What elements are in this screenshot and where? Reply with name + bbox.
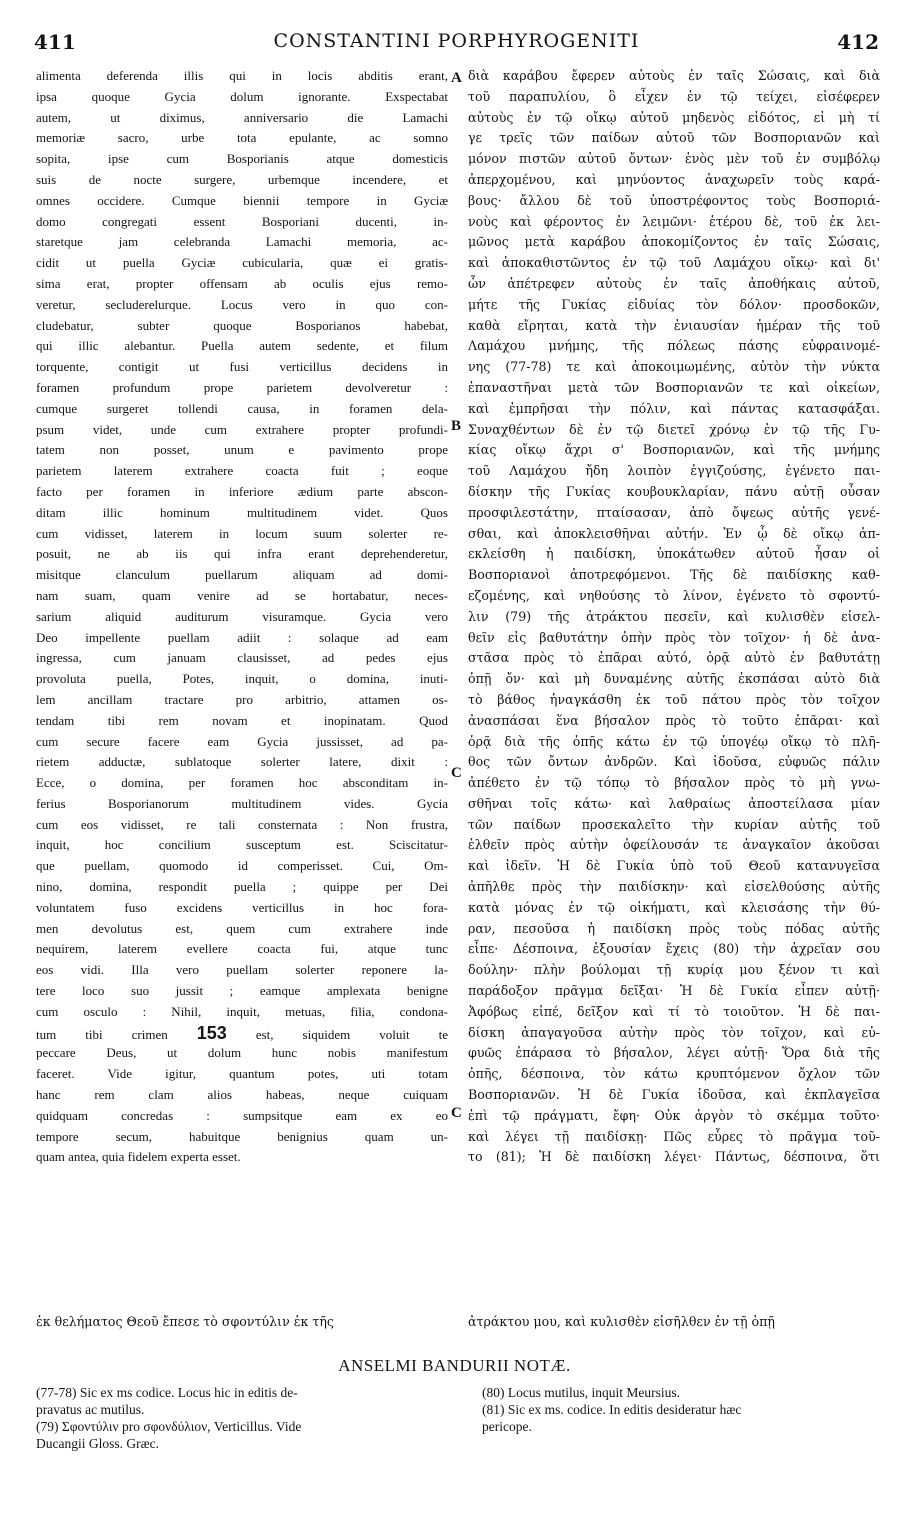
greek-line: προσφιλεστάτην, πταίσασαν, ἀπὸ ὄψεως αὐτῆς γενέ- bbox=[468, 504, 880, 520]
latin-line: cum eos vidisset, re tali consternata : Non frustra, bbox=[36, 816, 448, 832]
note-line: pravatus ac mutilus. bbox=[36, 1402, 145, 1417]
latin-line: cum secure facere eam Gycia jussisset, ad pa- bbox=[36, 733, 448, 749]
latin-line: psum videt, unde cum extrahere propter profundi- bbox=[36, 421, 448, 437]
notes-right-column bbox=[482, 1384, 882, 1435]
latin-line: omnes occidere. Cumque biennii tempore in Gyciæ bbox=[36, 192, 448, 208]
latin-line bbox=[36, 1023, 448, 1044]
greek-line: ὁρᾷ διὰ τῆς ὀπῆς κάτω ἐν τῷ ὑπογέῳ οἴκῳ τὸ πλῆ- bbox=[468, 733, 880, 749]
greek-line: στᾶσα πρὸς τὸ ἐπᾶραι αὐτό, ὁρᾷ αὐτὸ ἐν βαθυτάτῃ bbox=[468, 650, 880, 666]
greek-line: σθῆναι τοῖς κάτω· καὶ λαθραίως ἀποστείλασα μίαν bbox=[468, 795, 880, 811]
latin-line: lem ancillam tractare pro arbitrio, attamen os- bbox=[36, 691, 448, 707]
greek-line: Βοσποριανοὶ ἀποτρεφόμενοι. Τῆς δὲ παιδίσκης καθ- bbox=[468, 567, 880, 583]
page-marker-number: 153 bbox=[196, 1022, 227, 1043]
latin-line: tatem non posset, unum e pavimento prope bbox=[36, 442, 448, 458]
latin-line: nequirem, laterem evellere coacta fui, atque tunc bbox=[36, 941, 448, 957]
latin-line: eos vidi. Illa vero puellam solerter reponere la- bbox=[36, 962, 448, 978]
latin-line: tempore secum, habuitque benignius quam un- bbox=[36, 1128, 448, 1144]
greek-line: νοὺς καὶ φέροντος ἐν λειμῶνι· ἑτέρου δὲ, τοῦ ἐκ λει- bbox=[468, 213, 880, 229]
margin-letter-a: A bbox=[451, 70, 462, 86]
greek-line: ὀπῇ ὄν· καὶ μὴ δυναμένης αὐτῆς ἐκσπάσαι αὐτὸ διὰ bbox=[468, 671, 880, 687]
greek-line: Συναχθέντων δὲ ἐν τῷ διετεῖ χρόνῳ ἐν τῷ τῆς Γυ- bbox=[468, 421, 880, 437]
greek-line: παράδοξον πρᾶγμα δεῖξαι· Ἡ δὲ Γυκία εἶπεν αὐτῇ· bbox=[468, 983, 880, 999]
continuation-left: ἐκ θελήματος Θεοῦ ἔπεσε τὸ σφοντύλιν ἐκ τῆς bbox=[36, 1314, 334, 1329]
greek-column bbox=[468, 66, 880, 1168]
latin-line: faceret. Vide igitur, quantum potes, uti totam bbox=[36, 1066, 448, 1082]
greek-line: νης (77-78) τε καὶ ἀποκοιμωμένης, αὐτὸν τὴν νύκτα bbox=[468, 359, 880, 375]
latin-line-text: est, siquidem voluit te bbox=[226, 1026, 448, 1042]
running-title: CONSTANTINI PORPHYROGENITI bbox=[273, 30, 640, 52]
greek-line: λιν (79) τῆς ἀτράκτου πεσεῖν, καὶ κυλισθὲν εἰσελ- bbox=[468, 608, 880, 624]
note-line: pericope. bbox=[482, 1419, 532, 1434]
latin-line: que puellam, quomodo id comperisset. Cui, Om- bbox=[36, 858, 448, 874]
margin-letter-b: B bbox=[451, 418, 462, 434]
greek-line: εἶπε· Δέσποινα, ἐξουσίαν ἔχεις (80) τὴν ἀχρεῖαν σου bbox=[468, 941, 880, 957]
page-header bbox=[34, 30, 879, 64]
latin-line: hanc rem clam alios habeas, neque cuiquam bbox=[36, 1087, 448, 1103]
greek-line: ἐπαναστῆναι μετὰ τῶν Βοσποριανῶν τε καὶ οἰκείων, bbox=[468, 379, 880, 395]
latin-line: ditam illic hominum multitudinem videt. Quos bbox=[36, 504, 448, 520]
latin-line: cum vidisset, laterem in locum suum solerter re- bbox=[36, 525, 448, 541]
latin-line: nino, domina, respondit puella ; quippe per Dei bbox=[36, 879, 448, 895]
greek-line: θεῖν εἰς βαθυτάτην ὀπὴν πρὸς τὸν τοῖχον· ἡ δὲ ἀνα- bbox=[468, 629, 880, 645]
latin-line: sarium aliquid auditurum visuramque. Gycia vero bbox=[36, 608, 448, 624]
latin-line: nam suam, quam venire ad se hortabatur, neces- bbox=[36, 587, 448, 603]
latin-line: facto per foramen in inferiore ædium parte abscon- bbox=[36, 483, 448, 499]
notes-title: ANSELMI BANDURII NOTÆ. bbox=[338, 1356, 571, 1375]
greek-line: κίας οἴκῳ ἄχρι σ' Βοσποριανῶν, καὶ τῆς μνήμης bbox=[468, 442, 880, 458]
greek-line: τοῦ Λαμάχου ἤδη λοιπὸν ἐγγιζούσης, ἐγένετο παι- bbox=[468, 463, 880, 479]
note-line: (81) Sic ex ms. codice. In editis desideratur hæc bbox=[482, 1402, 742, 1417]
page-number-left: 411 bbox=[34, 30, 76, 54]
page-number-right: 412 bbox=[837, 30, 879, 54]
greek-line: φυῶς ἐπάρασα τὸ βήσαλον, λέγει αὐτῇ· Ὅρα διὰ τῆς bbox=[468, 1045, 880, 1061]
greek-line: ἀπέθετο ἐν τῷ τόπῳ τὸ βήσαλον πρὸς τὸ μὴ γνω- bbox=[468, 775, 880, 791]
greek-line: ἀνασπάσαι ἕνα βήσαλον πρὸς τὸ τοῦτο ἐπᾶραι· καὶ bbox=[468, 712, 880, 728]
greek-line: ἐπὶ τῷ πράγματι, ἔφη· Οὐκ ἀργὸν τὸ σκέμμα τοῦτο· bbox=[468, 1107, 880, 1123]
latin-line: misitque clanculum puellarum aliquam ad domi- bbox=[36, 567, 448, 583]
latin-line: peccare Deus, ut dolum hunc nobis manifestum bbox=[36, 1045, 448, 1061]
latin-line: domo congregati essent Bosporiani ducenti, in- bbox=[36, 213, 448, 229]
margin-letter-c: C bbox=[451, 765, 462, 781]
latin-line: cludebatur, subter quoque Bosporianos habebat, bbox=[36, 317, 448, 333]
latin-line: quam antea, quia fidelem experta esset. bbox=[36, 1149, 241, 1165]
latin-line: ipsa quoque Gycia dolum ignorante. Exspectabat bbox=[36, 88, 448, 104]
latin-column bbox=[36, 66, 448, 1168]
latin-line: cum osculo : Nihil, inquit, metuas, filia, condona- bbox=[36, 1003, 448, 1019]
latin-line: autem, ut diximus, anniversario die Lamachi bbox=[36, 109, 448, 125]
latin-line: staretque jam celebranda Lamachi memoria, ac- bbox=[36, 234, 448, 250]
greek-line: δίσκη ἀπαγαγοῦσα αὐτὴν πρὸς τὸν τοῖχον, καὶ εὐ- bbox=[468, 1024, 880, 1040]
latin-line: cumque surgeret tollendi causa, in foramen dela- bbox=[36, 400, 448, 416]
greek-line: τοῦ παραπυλίου, ὃ εἶχεν ἐν τῷ τείχει, εἰσέφερεν bbox=[468, 88, 880, 104]
notes-left-column bbox=[36, 1384, 448, 1452]
greek-line: το (81); Ἡ δὲ παιδίσκη λέγει· Πάντως, δέσποινα, ὅτι bbox=[468, 1149, 880, 1165]
greek-line: καθὰ εἴρηται, κατὰ τὴν ἐνιαυσίαν ἡμέραν τῆς τοῦ bbox=[468, 317, 880, 333]
latin-line: foramen profundum prope parietem devolveretur : bbox=[36, 379, 448, 395]
latin-line: sopita, ipse cum Bosporianis atque domesticis bbox=[36, 151, 448, 167]
latin-line: suis de nocte surgere, urbemque incendere, et bbox=[36, 171, 448, 187]
continuation-right: ἀτράκτου μου, καὶ κυλισθὲν εἰσῆλθεν ἐν τῇ ὀπῇ bbox=[468, 1314, 775, 1329]
greek-line: ἀπῆλθε πρὸς τὴν παιδίσκην· καὶ εἰσελθούσης αὐτῆς bbox=[468, 879, 880, 895]
greek-line: τὸ βάθος ἠναγκάσθη ἐκ τοῦ πάτου πρὸς τὸν τοῖχον bbox=[468, 691, 880, 707]
margin-letter-c2: C bbox=[451, 1105, 462, 1121]
greek-line: ἀπερχομένου, καὶ μηνύοντος ἀναχωρεῖν τοὺς καρά- bbox=[468, 171, 880, 187]
latin-line: provoluta puella, Potes, inquit, o domina, inuti- bbox=[36, 671, 448, 687]
greek-line: ἐλθεῖν πρὸς αὐτὴν ὀφείλουσάν τε ἀναγκαῖον ἀκοῦσαι bbox=[468, 837, 880, 853]
latin-line: ingressa, cum januam clausisset, ad pedes ejus bbox=[36, 650, 448, 666]
greek-line: Ἀφόβως εἰπέ, δεῖξον καὶ τί τὸ τοιοῦτον. Ἡ δὲ παι- bbox=[468, 1003, 880, 1019]
greek-line: εζομένης, καὶ νηθούσης τὸ λίνον, ἐγένετο τὸ σφοντύ- bbox=[468, 587, 880, 603]
greek-line: ὧν ἀπέτρεφεν αὐτοὺς ἐν ταῖς ἀποθήκαις αὐτοῦ, bbox=[468, 275, 880, 291]
greek-line: καὶ ἀποκαθιστῶντος ἐν τῷ τοῦ Λαμάχου οἴκῳ· καὶ δι' bbox=[468, 255, 880, 271]
greek-line: εκλείσθη ἡ παιδίσκη, ὑποκάτωθεν αὐτοῦ ἦσαν οἱ bbox=[468, 546, 880, 562]
latin-line: Deo impellente puellam adiit : solaque ad eam bbox=[36, 629, 448, 645]
latin-line: parietem laterem extrahere coacta fuit ; eoque bbox=[36, 463, 448, 479]
latin-line: veretur, secluderelurque. Locus vero in quo con- bbox=[36, 296, 448, 312]
greek-line: αὐτοὺς ἐν τῷ οἴκῳ αὐτοῦ μηδενὸς εἰδότος, εἰ μὴ τί bbox=[468, 109, 880, 125]
greek-line: καὶ ἰδεῖν. Ἡ δὲ Γυκία ὑπὸ τοῦ Θεοῦ κατανυγεῖσα bbox=[468, 858, 880, 874]
latin-line: memoriæ sacro, urbe tota epulante, ac somno bbox=[36, 130, 448, 146]
latin-line: sima erat, propter offensam ab oculis ejus remo- bbox=[36, 275, 448, 291]
greek-line: δίσκην τῆς Γυκίας κουβουκλαρίαν, πάνυ αὐτῇ οὖσαν bbox=[468, 483, 880, 499]
greek-line: τῶν παίδων προσεκαλεῖτο τὴν κυρίαν αὐτῆς τοῦ bbox=[468, 816, 880, 832]
greek-line: βους· ἄλλου δὲ τοῦ ὑποστρέφοντος τοὺς Βοσποριά- bbox=[468, 192, 880, 208]
note-line: (79) Σφοντύλιν pro σφονδύλιον, Verticillus. Vide bbox=[36, 1419, 302, 1434]
greek-line: ραν, πεσοῦσα ἡ παιδίσκη πρὸς τοὺς πόδας αὐτῆς bbox=[468, 920, 880, 936]
greek-line: διὰ καράβου ἔφερεν αὐτοὺς ἐν ταῖς Σώσαις, καὶ διὰ bbox=[468, 68, 880, 83]
greek-line: καὶ λέγει τῇ παιδίσκῃ· Πῶς εὗρες τὸ πρᾶγμα τοῦ- bbox=[468, 1128, 880, 1144]
greek-line: μήτε τῆς Γυκίας εἰδυίας τὸν δόλον· προσδοκῶν, bbox=[468, 296, 880, 312]
latin-line: cidit ut puella Gyciæ cubicularia, quæ ei gratis- bbox=[36, 255, 448, 271]
greek-line: Βοσποριανῶν. Ἡ δὲ Γυκία ἰδοῦσα, καὶ ἐκπλαγεῖσα bbox=[468, 1087, 880, 1103]
greek-line: γε τρεῖς τῶν παίδων αὐτοῦ τῶν Βοσποριανῶν καὶ bbox=[468, 130, 880, 146]
greek-line: θος τῶν ὄντων ἀνδρῶν. Καὶ ἰδοῦσα, εὐφυῶς πάλιν bbox=[468, 754, 880, 770]
latin-line: tere loco suo jussit ; eamque amplexata benigne bbox=[36, 983, 448, 999]
latin-line: qui illic alebantur. Puella autem sedente, et filum bbox=[36, 338, 448, 354]
greek-line: ὀπῆς, δέσποινα, τὸν κάτω κρυπτόμενον ὄχλον τῶν bbox=[468, 1066, 880, 1082]
greek-line: δούλην· πλὴν βούλομαι τῇ κυρίᾳ μου ξένον τι καὶ bbox=[468, 962, 880, 978]
latin-line: alimenta deferenda illis qui in locis abditis erant, bbox=[36, 68, 448, 83]
latin-line: posuit, ne ab iis qui infra erant deprehenderetur, bbox=[36, 546, 448, 562]
latin-line: tendam tibi rem novam et inopinatam. Quod bbox=[36, 712, 448, 728]
greek-line: μόνον πιστῶν αὐτοῦ ὄντων· ἑνὸς μὲν τοῦ ἐν συμβόλῳ bbox=[468, 151, 880, 167]
greek-line: καὶ ἐμπρῆσαι τὴν πόλιν, καὶ πάντας κατασφάξαι. bbox=[468, 400, 880, 416]
latin-line: torquente, contigit ut fusi verticillus decidens in bbox=[36, 359, 448, 375]
latin-line: rietem adductæ, sublatoque solerter latere, dixit : bbox=[36, 754, 448, 770]
greek-line: σθαι, καὶ ἀποκλεισθῆναι αὐτήν. Ἐν ᾧ δὲ οἴκῳ ἀπ- bbox=[468, 525, 880, 541]
greek-line: μῶνος μετὰ καράβου ἀποκομίζοντος ἐν ταῖς Σώσαις, bbox=[468, 234, 880, 250]
latin-line-text: tum tibi crimen bbox=[36, 1026, 197, 1042]
note-line: (80) Locus mutilus, inquit Meursius. bbox=[482, 1385, 680, 1400]
latin-line: ferius Bosporianorum multitudinem vides. Gycia bbox=[36, 795, 448, 811]
latin-line: inquit, hoc concilium susceptum est. Sciscitatur- bbox=[36, 837, 448, 853]
latin-line: Ecce, o domina, per foramen hoc absconditam in- bbox=[36, 775, 448, 791]
note-line: (77-78) Sic ex ms codice. Locus hic in editis de- bbox=[36, 1385, 298, 1400]
latin-line: quidquam concredas : sumpsitque eam ex eo bbox=[36, 1107, 448, 1123]
latin-line: men devolutus est, quem cum extrahere inde bbox=[36, 920, 448, 936]
latin-line: voluntatem fuso excidens verticillus in hoc fora- bbox=[36, 899, 448, 915]
greek-line: κατὰ μόνας ἐν τῷ οἰκήματι, καὶ κλεισάσης τὴν θύ- bbox=[468, 899, 880, 915]
greek-line: Λαμάχου μνήμης, τῆς πόλεως πάσης εὐφραινομέ- bbox=[468, 338, 880, 354]
note-line: Ducangii Gloss. Græc. bbox=[36, 1436, 159, 1451]
